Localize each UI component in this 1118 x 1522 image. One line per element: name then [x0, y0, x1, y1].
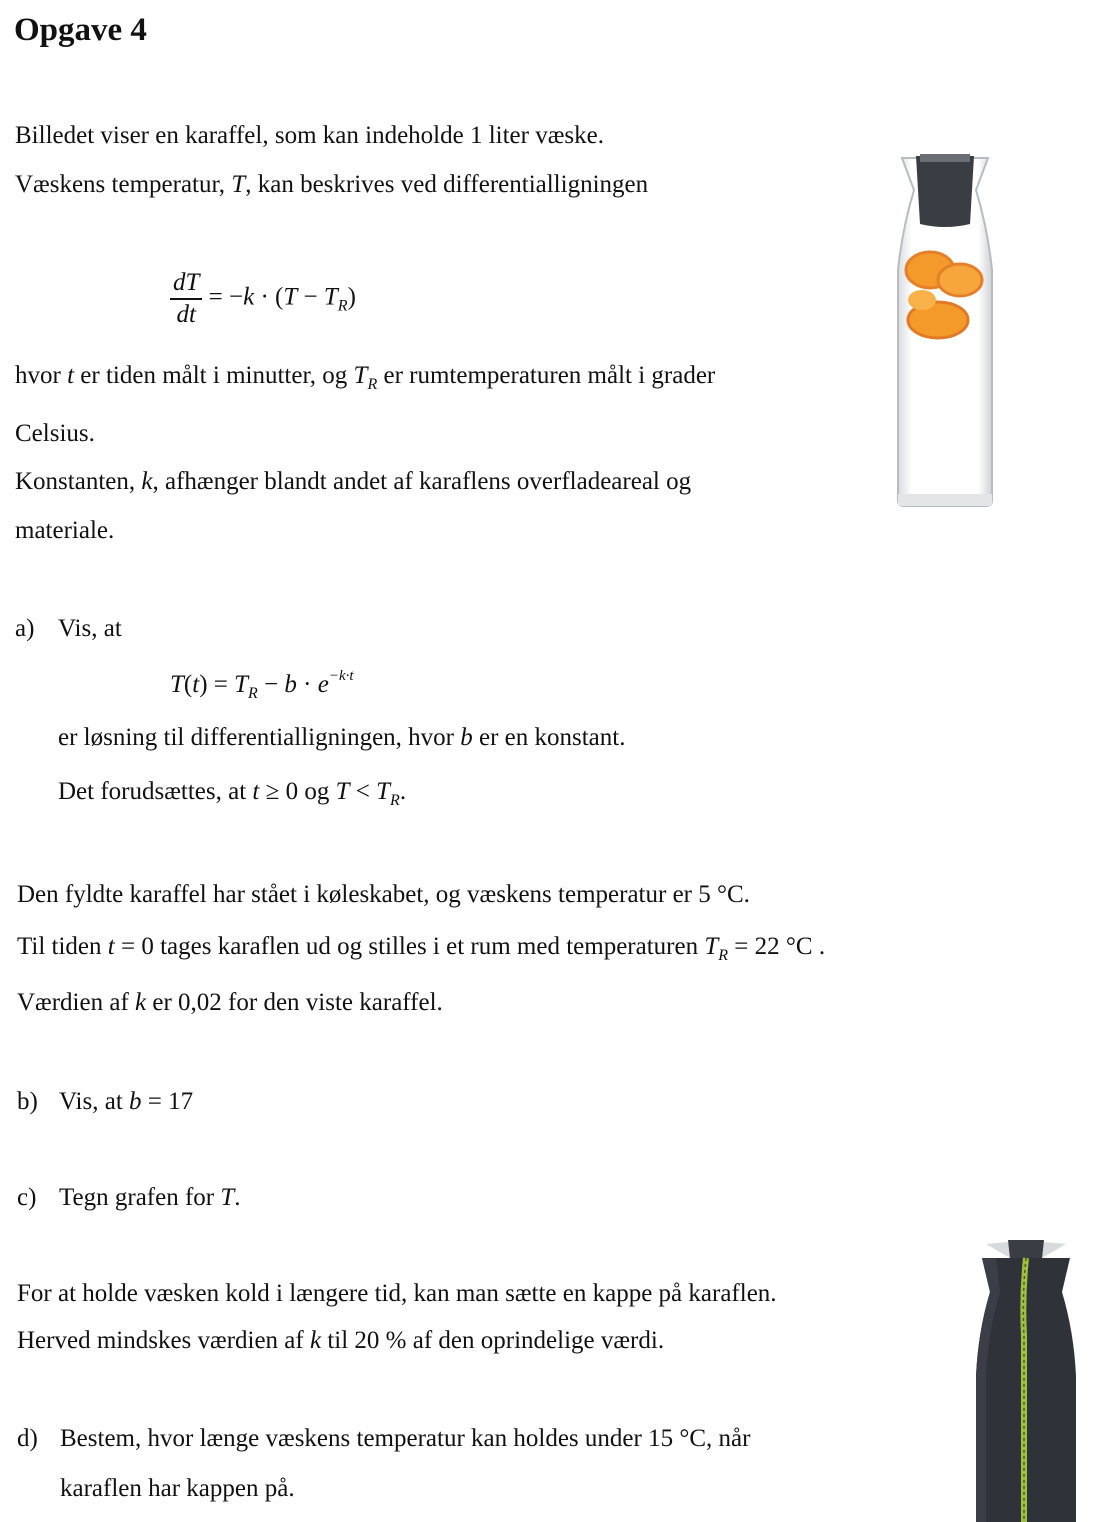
context-2-line-2: Til tiden t = 0 tages karaflen ud og stilles i et rum med temperaturen $T_R = 22$ °C .	[17, 933, 826, 964]
part-c-label: c)	[17, 1184, 37, 1211]
context-3-line-2: Herved mindskes værdien af k til 20 % af den oprindelige værdi.	[17, 1327, 665, 1354]
covered-carafe-image	[966, 1236, 1082, 1522]
part-a-text: Vis, at	[58, 615, 122, 642]
part-a-label: a)	[15, 615, 35, 642]
part-d-line-1: Bestem, hvor længe væskens temperatur kan holdes under 15 °C, når	[60, 1425, 751, 1452]
part-a-line-2: er løsning til differentialligningen, hvor b er en konstant.	[58, 724, 626, 751]
part-b-text: Vis, at b = 17	[59, 1088, 194, 1115]
intro-line-5: Konstanten, k, afhænger blandt andet af karaflens overfladeareal og	[15, 468, 692, 495]
intro-line-4: Celsius.	[15, 420, 95, 447]
differential-equation: $\frac{dT}{dt}$ = $-k \cdot (T - T_R)$	[170, 268, 356, 330]
part-d-label: d)	[17, 1425, 38, 1452]
part-d-line-2: karaflen har kappen på.	[60, 1475, 295, 1502]
part-b-label: b)	[17, 1088, 38, 1115]
intro-line-2: Væskens temperatur, T, kan beskrives ved differentialligningen	[15, 171, 649, 198]
intro-line-3: hvor t er tiden målt i minutter, og $T_R$ er rumtemperaturen målt i grader	[15, 362, 716, 393]
intro-line-6: materiale.	[15, 517, 115, 544]
context-2-line-1: Den fyldte karaffel har stået i køleskabet, og væskens temperatur er 5 °C.	[17, 881, 750, 908]
solution-equation: $T(t) = T_R - b \cdot e^{-k\cdot t}$	[170, 668, 354, 702]
context-3-line-1: For at holde væsken kold i længere tid, kan man sætte en kappe på karaflen.	[17, 1280, 777, 1307]
part-c-text: Tegn grafen for T.	[59, 1184, 241, 1211]
page-title: Opgave 4	[14, 12, 147, 48]
intro-line-1: Billedet viser en karaffel, som kan indeholde 1 liter væske.	[15, 122, 604, 149]
carafe-image	[880, 150, 1010, 520]
context-2-line-3: Værdien af k er 0,02 for den viste karaffel.	[17, 989, 443, 1016]
part-a-line-3: Det forudsættes, at t ≥ 0 og $T < T_R$.	[58, 778, 407, 809]
